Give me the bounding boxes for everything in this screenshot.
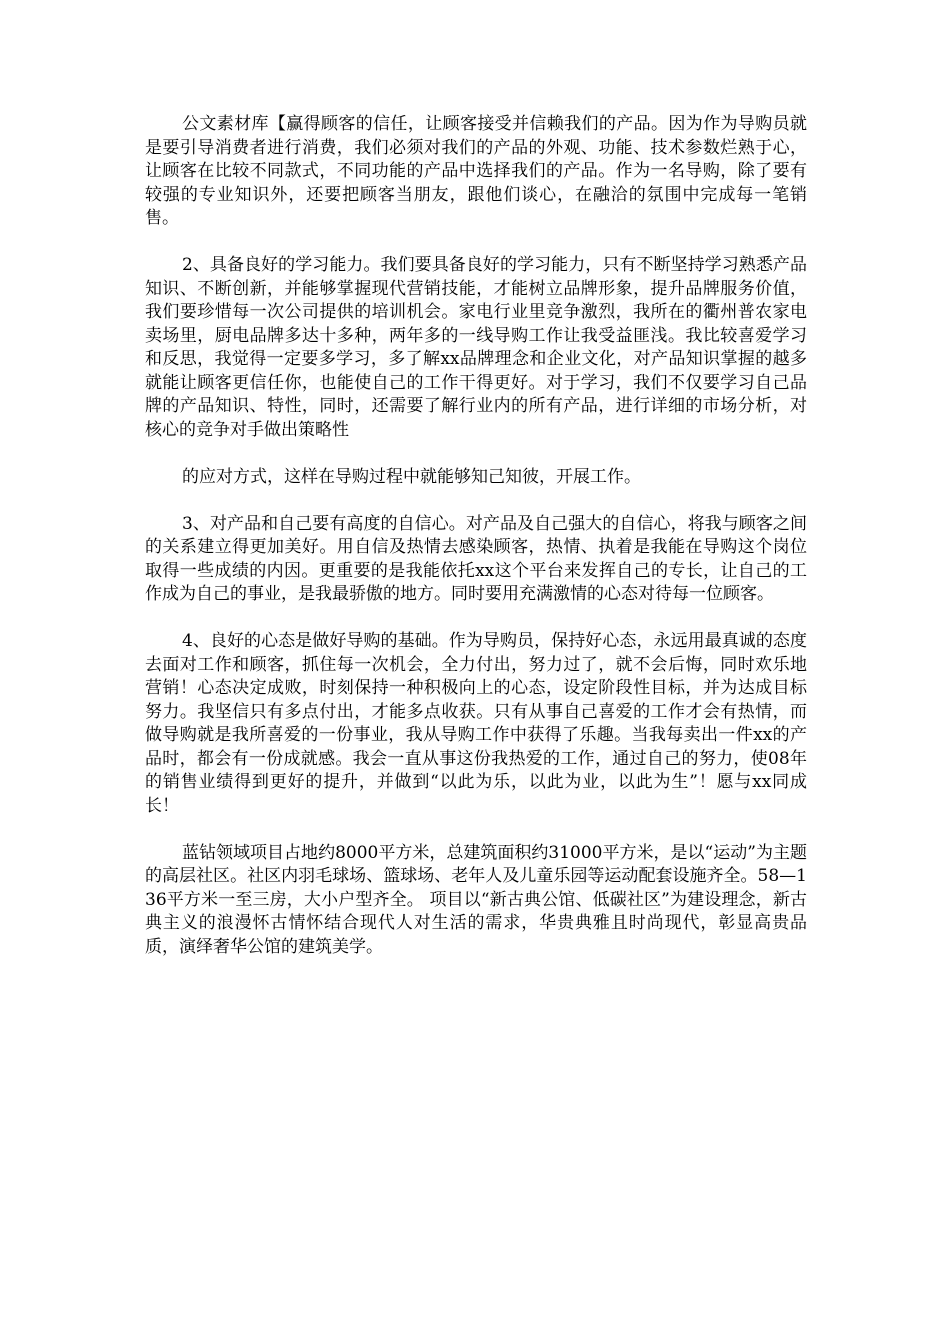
paragraph-confidence: 3、对产品和自己要有高度的自信心。对产品及自己强大的自信心，将我与顾客之间的关系建立得更加美好。用自信及热情去感染顾客，热情、执着是我能在导购这个岗位取得一些成绩的内因。更重要的是我能依托xx这个平台来发挥自己的专长，让自己的工作成为自己的事业，是我最骄傲的地方。同时要用充满激情的心态对待每一位顾客。 — [145, 513, 807, 604]
paragraph-learning-ability: 2、具备良好的学习能力。我们要具备良好的学习能力，只有不断坚持学习熟悉产品知识、不断创新，并能够掌握现代营销技能，才能树立品牌形象，提升品牌服务价值，我们要珍惜每一次公司提供的培训机会。家电行业里竞争激烈，我所在的衢州普农家电卖场里，厨电品牌多达十多种，两年多的一线导购工作让我受益匪浅。我比较喜爱学习和反思，我觉得一定要多学习，多了解xx品牌理念和企业文化，对产品知识掌握的越多就能让顾客更信任你，也能使自己的工作干得更好。对于学习，我们不仅要学习自己品牌的产品知识、特性，同时，还需要了解行业内的所有产品，进行详细的市场分析，对核心的竞争对手做出策略性 — [145, 255, 807, 440]
paragraph-intro: 公文素材库【赢得顾客的信任，让顾客接受并信赖我们的产品。因为作为导购员就是要引导消费者进行消费，我们必须对我们的产品的外观、功能、技术参数烂熟于心，让顾客在比较不同款式，不同功能的产品中选择我们的产品。作为一名导购，除了要有较强的专业知识外，还要把顾客当朋友，跟他们谈心，在融洽的氛围中完成每一笔销售。 — [145, 114, 807, 228]
paragraph-learning-continued: 的应对方式，这样在导购过程中就能够知己知彼，开展工作。 — [182, 466, 641, 487]
paragraph-project: 蓝钻领域项目占地约8000平方米，总建筑面积约31000平方米，是以“运动”为主题的高层社区。社区内羽毛球场、篮球场、老年人及儿童乐园等运动配套设施齐全。58—136平方米一至三房，大小户型齐全。 项目以“新古典公馆、低碳社区”为建设理念，新古典主义的浪漫怀古情怀结合现代人对生活的需求，华贵典雅且时尚现代，彰显高贵品质，演绎奢华公馆的建筑美学。 — [145, 842, 807, 957]
document-body — [145, 113, 807, 959]
paragraph-mindset: 4、良好的心态是做好导购的基础。作为导购员，保持好心态，永远用最真诚的态度去面对工作和顾客，抓住每一次机会，全力付出，努力过了，就不会后悔，同时欢乐地营销！心态决定成败，时刻保持一种积极向上的心态，设定阶段性目标，并为达成目标努力。我坚信只有多点付出，才能多点收获。只有从事自己喜爱的工作才会有热情，而做导购就是我所喜爱的一份事业，我从导购工作中获得了乐趣。当我每卖出一件xx的产品时，都会有一份成就感。我会一直从事这份我热爱的工作，通过自己的努力，使08年的销售业绩得到更好的提升，并做到“以此为乐，以此为业，以此为生”！愿与xx同成长！ — [145, 631, 807, 816]
